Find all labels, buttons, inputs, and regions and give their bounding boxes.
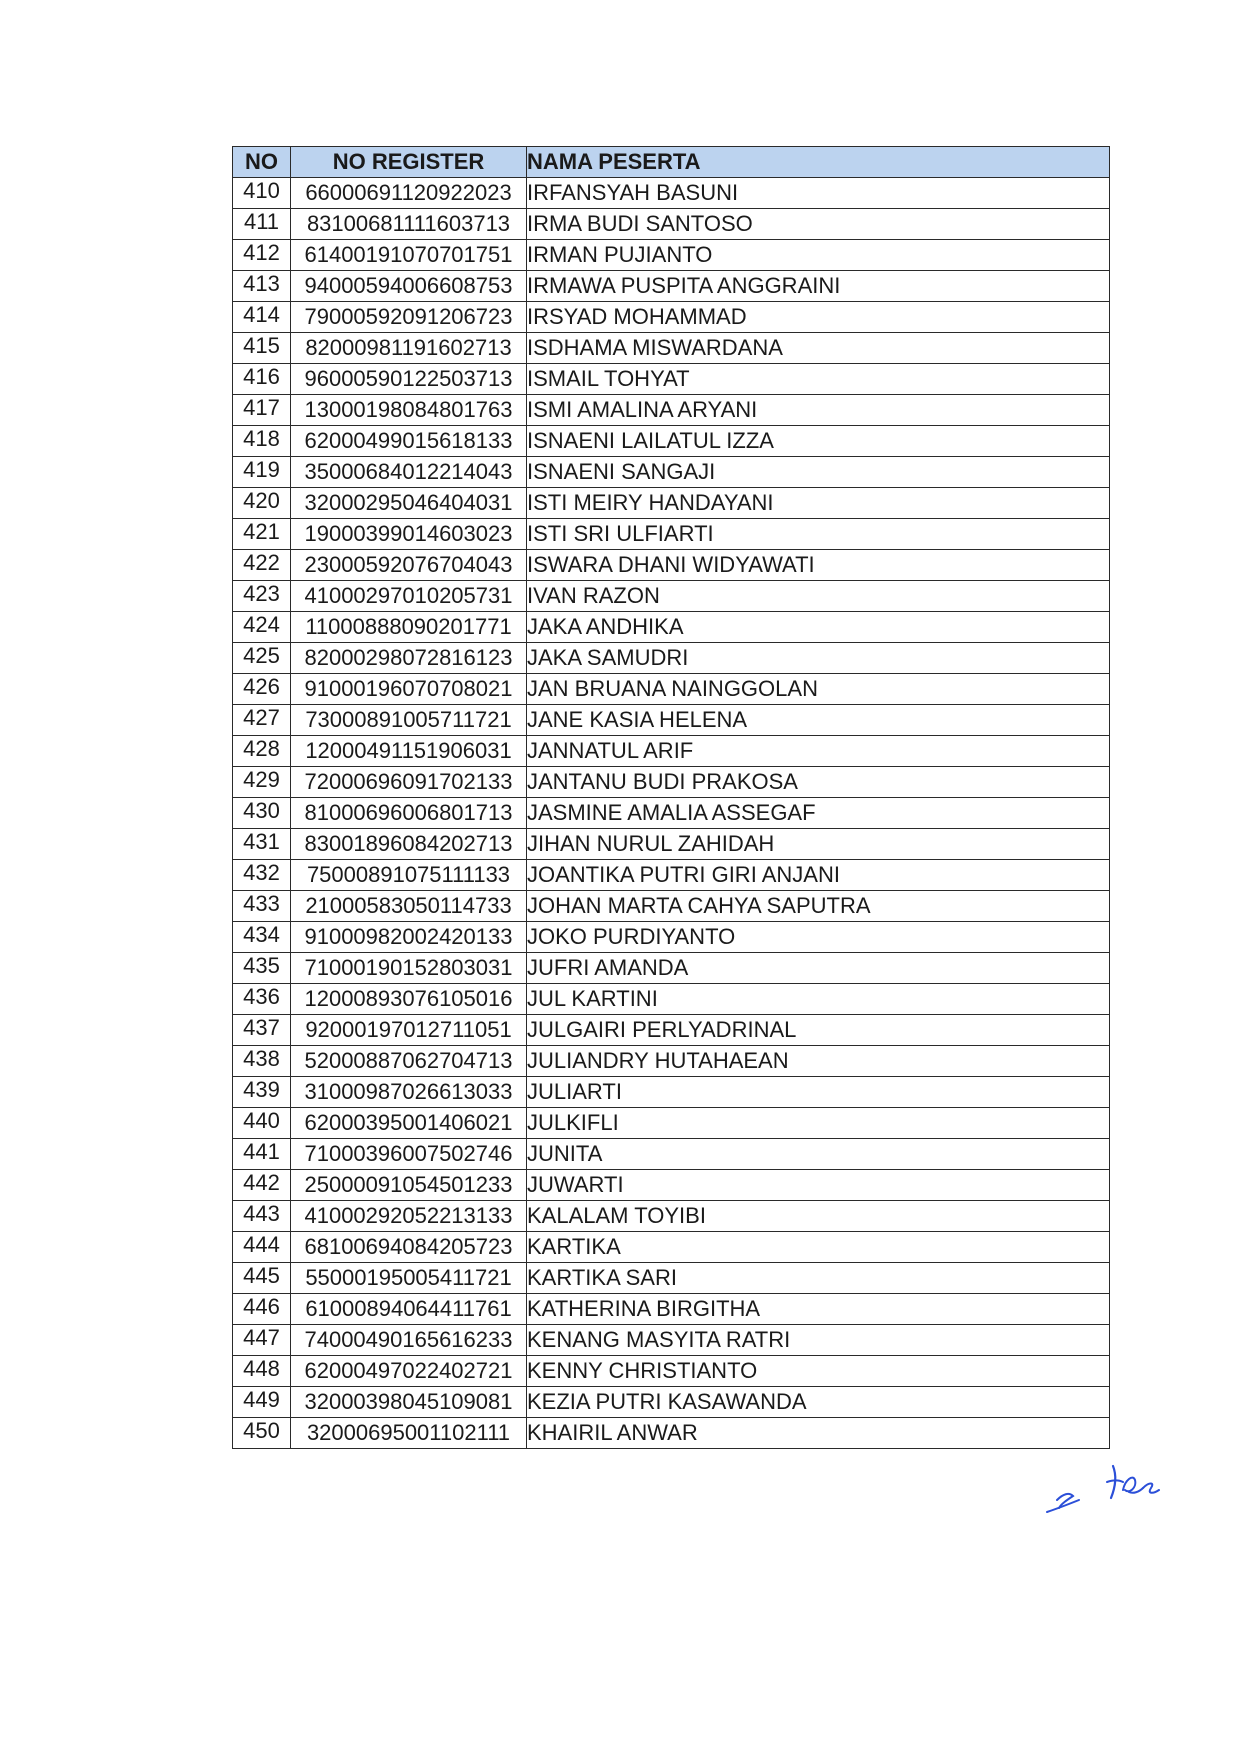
- row-no: 450: [233, 1418, 291, 1449]
- row-no: 438: [233, 1046, 291, 1077]
- table-row: [233, 271, 1110, 302]
- table-row: [233, 1387, 1110, 1418]
- row-no: 446: [233, 1294, 291, 1325]
- row-no: 419: [233, 457, 291, 488]
- row-register: 41000292052213133: [291, 1201, 527, 1232]
- row-register: 79000592091206723: [291, 302, 527, 333]
- table-row: [233, 922, 1110, 953]
- row-no: 441: [233, 1139, 291, 1170]
- table-row: [233, 209, 1110, 240]
- row-name: IRSYAD MOHAMMAD: [527, 302, 1110, 333]
- row-name: JANNATUL ARIF: [527, 736, 1110, 767]
- row-no: 449: [233, 1387, 291, 1418]
- row-no: 434: [233, 922, 291, 953]
- row-no: 448: [233, 1356, 291, 1387]
- row-no: 426: [233, 674, 291, 705]
- row-register: 62000497022402721: [291, 1356, 527, 1387]
- row-register: 21000583050114733: [291, 891, 527, 922]
- row-name: IRMAWA PUSPITA ANGGRAINI: [527, 271, 1110, 302]
- row-no: 425: [233, 643, 291, 674]
- row-name: ISMAIL TOHYAT: [527, 364, 1110, 395]
- table-row: [233, 767, 1110, 798]
- row-register: 91000982002420133: [291, 922, 527, 953]
- row-name: JANTANU BUDI PRAKOSA: [527, 767, 1110, 798]
- table-row: [233, 302, 1110, 333]
- row-register: 73000891005711721: [291, 705, 527, 736]
- row-register: 31000987026613033: [291, 1077, 527, 1108]
- row-name: ISTI SRI ULFIARTI: [527, 519, 1110, 550]
- row-no: 429: [233, 767, 291, 798]
- row-name: ISDHAMA MISWARDANA: [527, 333, 1110, 364]
- row-no: 424: [233, 612, 291, 643]
- row-name: ISWARA DHANI WIDYAWATI: [527, 550, 1110, 581]
- row-no: 417: [233, 395, 291, 426]
- row-register: 32000695001102111: [291, 1418, 527, 1449]
- table-row: [233, 643, 1110, 674]
- row-register: 32000295046404031: [291, 488, 527, 519]
- table-row: [233, 1418, 1110, 1449]
- row-name: KHAIRIL ANWAR: [527, 1418, 1110, 1449]
- row-name: IRFANSYAH BASUNI: [527, 178, 1110, 209]
- row-name: JULIANDRY HUTAHAEAN: [527, 1046, 1110, 1077]
- header-no: NO: [233, 147, 291, 178]
- row-name: KATHERINA BIRGITHA: [527, 1294, 1110, 1325]
- table-row: [233, 736, 1110, 767]
- table-row: [233, 178, 1110, 209]
- table-row: [233, 581, 1110, 612]
- row-name: ISTI MEIRY HANDAYANI: [527, 488, 1110, 519]
- table-row: [233, 426, 1110, 457]
- row-register: 94000594006608753: [291, 271, 527, 302]
- row-no: 443: [233, 1201, 291, 1232]
- row-no: 428: [233, 736, 291, 767]
- row-register: 13000198084801763: [291, 395, 527, 426]
- participant-table: [232, 146, 1110, 1449]
- row-no: 431: [233, 829, 291, 860]
- table-row: [233, 1108, 1110, 1139]
- row-no: 420: [233, 488, 291, 519]
- row-register: 92000197012711051: [291, 1015, 527, 1046]
- row-no: 433: [233, 891, 291, 922]
- row-register: 11000888090201771: [291, 612, 527, 643]
- table-row: [233, 1139, 1110, 1170]
- row-register: 12000893076105016: [291, 984, 527, 1015]
- row-name: KENNY CHRISTIANTO: [527, 1356, 1110, 1387]
- table-row: [233, 1077, 1110, 1108]
- row-name: ISNAENI SANGAJI: [527, 457, 1110, 488]
- table-row: [233, 550, 1110, 581]
- row-name: ISNAENI LAILATUL IZZA: [527, 426, 1110, 457]
- row-name: JULKIFLI: [527, 1108, 1110, 1139]
- row-name: ISMI AMALINA ARYANI: [527, 395, 1110, 426]
- row-name: KALALAM TOYIBI: [527, 1201, 1110, 1232]
- row-register: 19000399014603023: [291, 519, 527, 550]
- table-row: [233, 1294, 1110, 1325]
- row-name: KEZIA PUTRI KASAWANDA: [527, 1387, 1110, 1418]
- table-row: [233, 798, 1110, 829]
- row-register: 74000490165616233: [291, 1325, 527, 1356]
- row-name: JAKA ANDHIKA: [527, 612, 1110, 643]
- table-row: [233, 519, 1110, 550]
- row-register: 35000684012214043: [291, 457, 527, 488]
- row-register: 91000196070708021: [291, 674, 527, 705]
- row-register: 41000297010205731: [291, 581, 527, 612]
- row-name: JOHAN MARTA CAHYA SAPUTRA: [527, 891, 1110, 922]
- table-row: [233, 612, 1110, 643]
- row-register: 71000396007502746: [291, 1139, 527, 1170]
- row-no: 414: [233, 302, 291, 333]
- header-row: [233, 147, 1110, 178]
- table-row: [233, 1325, 1110, 1356]
- row-no: 411: [233, 209, 291, 240]
- row-no: 422: [233, 550, 291, 581]
- row-register: 71000190152803031: [291, 953, 527, 984]
- row-no: 444: [233, 1232, 291, 1263]
- row-name: JUL KARTINI: [527, 984, 1110, 1015]
- row-name: KARTIKA SARI: [527, 1263, 1110, 1294]
- row-no: 427: [233, 705, 291, 736]
- table-row: [233, 1356, 1110, 1387]
- table-row: [233, 240, 1110, 271]
- row-no: 416: [233, 364, 291, 395]
- row-no: 445: [233, 1263, 291, 1294]
- row-no: 442: [233, 1170, 291, 1201]
- row-no: 410: [233, 178, 291, 209]
- table-row: [233, 488, 1110, 519]
- table-row: [233, 1015, 1110, 1046]
- row-register: 82000981191602713: [291, 333, 527, 364]
- row-register: 81000696006801713: [291, 798, 527, 829]
- row-name: JULIARTI: [527, 1077, 1110, 1108]
- table-row: [233, 457, 1110, 488]
- table-row: [233, 984, 1110, 1015]
- row-register: 32000398045109081: [291, 1387, 527, 1418]
- row-register: 62000499015618133: [291, 426, 527, 457]
- header-register: NO REGISTER: [291, 147, 527, 178]
- row-name: JAKA SAMUDRI: [527, 643, 1110, 674]
- row-register: 96000590122503713: [291, 364, 527, 395]
- row-register: 82000298072816123: [291, 643, 527, 674]
- table-row: [233, 953, 1110, 984]
- row-register: 52000887062704713: [291, 1046, 527, 1077]
- table-row: [233, 1046, 1110, 1077]
- row-register: 66000691120922023: [291, 178, 527, 209]
- header-name: NAMA PESERTA: [527, 147, 1110, 178]
- row-register: 23000592076704043: [291, 550, 527, 581]
- row-no: 439: [233, 1077, 291, 1108]
- row-no: 413: [233, 271, 291, 302]
- table-row: [233, 395, 1110, 426]
- row-register: 75000891075111133: [291, 860, 527, 891]
- row-register: 61400191070701751: [291, 240, 527, 271]
- row-no: 440: [233, 1108, 291, 1139]
- signature-initials: [1045, 1460, 1165, 1520]
- table-header: [233, 147, 1110, 178]
- table-row: [233, 1170, 1110, 1201]
- row-no: 412: [233, 240, 291, 271]
- table-row: [233, 364, 1110, 395]
- row-name: IRMAN PUJIANTO: [527, 240, 1110, 271]
- row-no: 435: [233, 953, 291, 984]
- row-name: JUWARTI: [527, 1170, 1110, 1201]
- row-name: JASMINE AMALIA ASSEGAF: [527, 798, 1110, 829]
- table-body: [233, 178, 1110, 1449]
- table-row: [233, 333, 1110, 364]
- row-no: 447: [233, 1325, 291, 1356]
- table-row: [233, 860, 1110, 891]
- row-register: 68100694084205723: [291, 1232, 527, 1263]
- row-no: 418: [233, 426, 291, 457]
- row-register: 83100681111603713: [291, 209, 527, 240]
- row-no: 421: [233, 519, 291, 550]
- row-name: KARTIKA: [527, 1232, 1110, 1263]
- row-no: 432: [233, 860, 291, 891]
- table-row: [233, 674, 1110, 705]
- row-register: 12000491151906031: [291, 736, 527, 767]
- table-row: [233, 829, 1110, 860]
- row-name: JIHAN NURUL ZAHIDAH: [527, 829, 1110, 860]
- row-no: 415: [233, 333, 291, 364]
- row-name: JUFRI AMANDA: [527, 953, 1110, 984]
- row-name: JOKO PURDIYANTO: [527, 922, 1110, 953]
- row-no: 436: [233, 984, 291, 1015]
- row-name: IVAN RAZON: [527, 581, 1110, 612]
- table-row: [233, 1201, 1110, 1232]
- row-name: JUNITA: [527, 1139, 1110, 1170]
- row-name: KENANG MASYITA RATRI: [527, 1325, 1110, 1356]
- row-name: JULGAIRI PERLYADRINAL: [527, 1015, 1110, 1046]
- row-no: 423: [233, 581, 291, 612]
- table-row: [233, 891, 1110, 922]
- row-name: JOANTIKA PUTRI GIRI ANJANI: [527, 860, 1110, 891]
- row-no: 437: [233, 1015, 291, 1046]
- row-name: JANE KASIA HELENA: [527, 705, 1110, 736]
- row-register: 72000696091702133: [291, 767, 527, 798]
- row-no: 430: [233, 798, 291, 829]
- row-register: 25000091054501233: [291, 1170, 527, 1201]
- table-row: [233, 1232, 1110, 1263]
- row-register: 55000195005411721: [291, 1263, 527, 1294]
- row-register: 62000395001406021: [291, 1108, 527, 1139]
- row-name: IRMA BUDI SANTOSO: [527, 209, 1110, 240]
- table-row: [233, 705, 1110, 736]
- row-register: 61000894064411761: [291, 1294, 527, 1325]
- table-row: [233, 1263, 1110, 1294]
- row-register: 83001896084202713: [291, 829, 527, 860]
- row-name: JAN BRUANA NAINGGOLAN: [527, 674, 1110, 705]
